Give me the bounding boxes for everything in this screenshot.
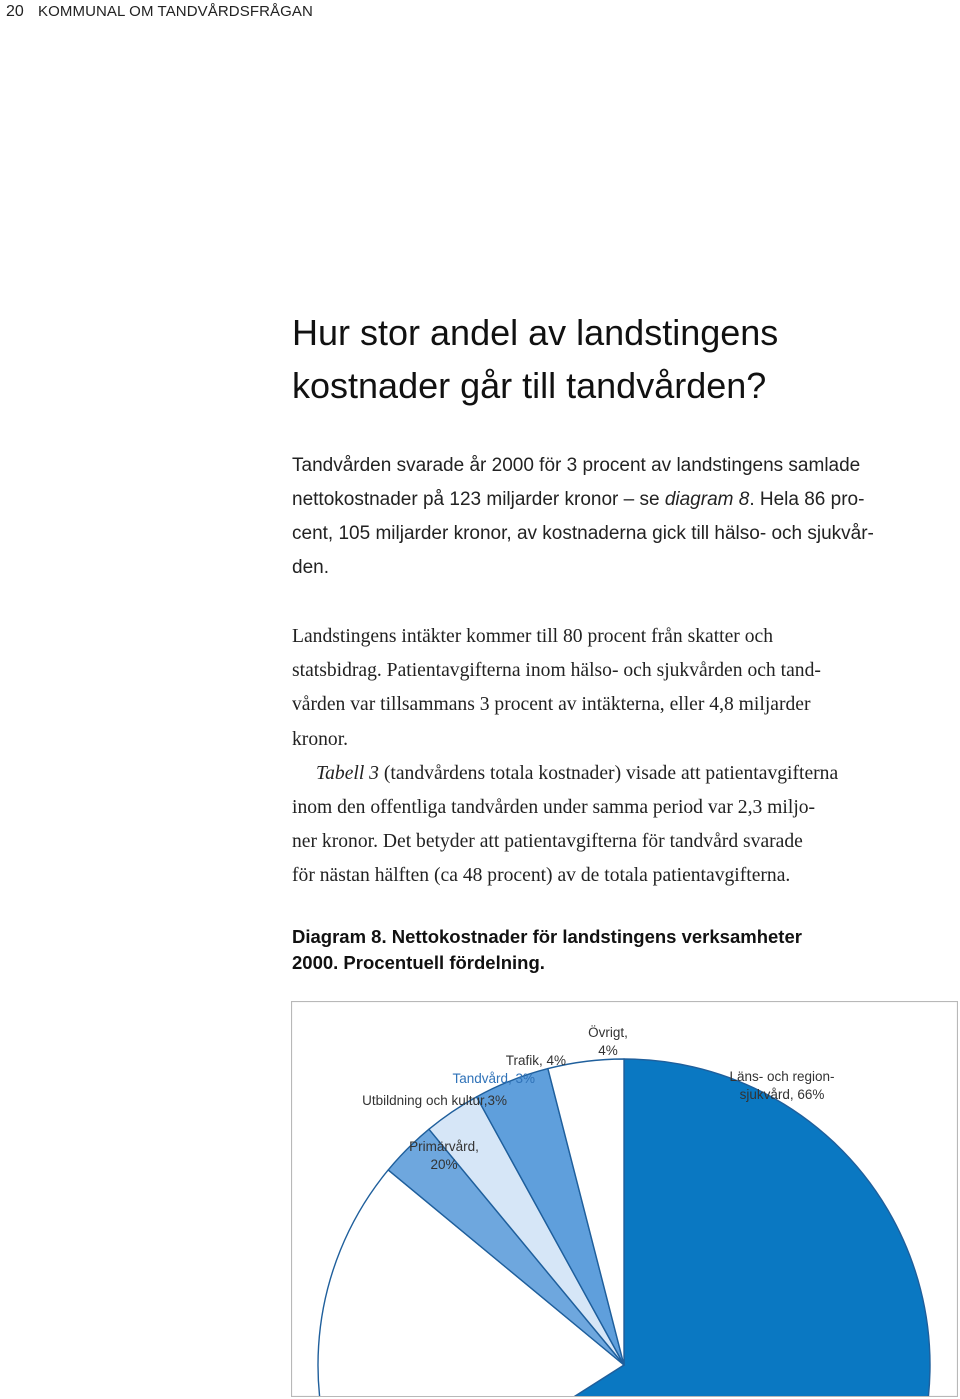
caption-line-2: 2000. Procentuell fördelning. bbox=[292, 952, 545, 973]
caption-line-1: Diagram 8. Nettokostnader för landstingens verksamheter bbox=[292, 926, 802, 947]
intro-line-4: den. bbox=[292, 557, 329, 578]
revenue-line-4: kronor. bbox=[292, 728, 349, 750]
page-header bbox=[0, 0, 960, 26]
article-headline bbox=[292, 306, 932, 412]
headline-line-2: kostnader går till tandvården? bbox=[292, 365, 767, 406]
intro-line-1: Tandvården svarade år 2000 för 3 procent av landstingens samlade bbox=[292, 455, 861, 476]
body-text bbox=[292, 620, 960, 894]
diagram-reference: diagram 8 bbox=[664, 489, 750, 510]
revenue-line-1: Landstingens intäkter kommer till 80 procent från skatter och bbox=[292, 626, 773, 647]
pie-label-1-line-0: Primärvård, bbox=[409, 1139, 479, 1154]
intro-line-2-post: . Hela 86 pro- bbox=[749, 489, 865, 510]
table-reference: Tabell 3 bbox=[316, 762, 379, 784]
pie-label-5-line-0: Övrigt, bbox=[588, 1025, 628, 1040]
pie-label-0-line-1: sjukvård, 66% bbox=[739, 1087, 825, 1102]
page-number: 20 bbox=[6, 3, 24, 20]
running-title: KOMMUNAL OM TANDVÅRDSFRÅGAN bbox=[38, 3, 313, 20]
pie-label-4-line-0: Trafik, 4% bbox=[505, 1053, 566, 1068]
pie-label-1-line-1: 20% bbox=[430, 1157, 458, 1172]
headline-line-1: Hur stor andel av landstingens bbox=[292, 312, 779, 353]
pie-chart bbox=[291, 1001, 958, 1397]
pie-label-4 bbox=[506, 1053, 566, 1068]
pie-label-2 bbox=[362, 1093, 507, 1108]
intro-line-2-pre: nettokostnader på 123 miljarder kronor – se bbox=[292, 489, 665, 510]
pie-label-3-line-0: Tandvård, 3% bbox=[452, 1071, 535, 1086]
intro-line-3: cent, 105 miljarder kronor, av kostnaderna gick till hälso- och sjukvår- bbox=[292, 523, 874, 544]
revenue-line-3: vården var tillsammans 3 procent av intäkterna, eller 4,8 miljarder bbox=[292, 694, 811, 716]
revenue-line-2: statsbidrag. Patientavgifterna inom hälso- och sjukvården och tand- bbox=[292, 660, 821, 682]
diagram-caption bbox=[292, 924, 852, 976]
pie-label-0-line-0: Läns- och region- bbox=[729, 1069, 835, 1084]
fees-line-2: inom den offentliga tandvården under samma period var 2,3 miljo- bbox=[292, 797, 816, 819]
fees-line-4: för nästan hälften (ca 48 procent) av de totala patientavgifterna. bbox=[292, 865, 791, 887]
intro-paragraph bbox=[292, 449, 944, 585]
pie-label-2-line-0: Utbildning och kultur,3% bbox=[362, 1093, 507, 1108]
revenue-paragraph bbox=[292, 620, 960, 757]
pie-label-5-line-1: 4% bbox=[598, 1043, 618, 1058]
fees-line-3: ner kronor. Det betyder att patientavgifterna för tandvård svarade bbox=[292, 831, 803, 853]
pie-label-3 bbox=[452, 1071, 535, 1086]
fees-line-1: (tandvårdens totala kostnader) visade att patientavgifterna bbox=[378, 762, 839, 784]
fees-paragraph bbox=[292, 757, 960, 894]
pie-chart-container bbox=[291, 1001, 958, 1397]
